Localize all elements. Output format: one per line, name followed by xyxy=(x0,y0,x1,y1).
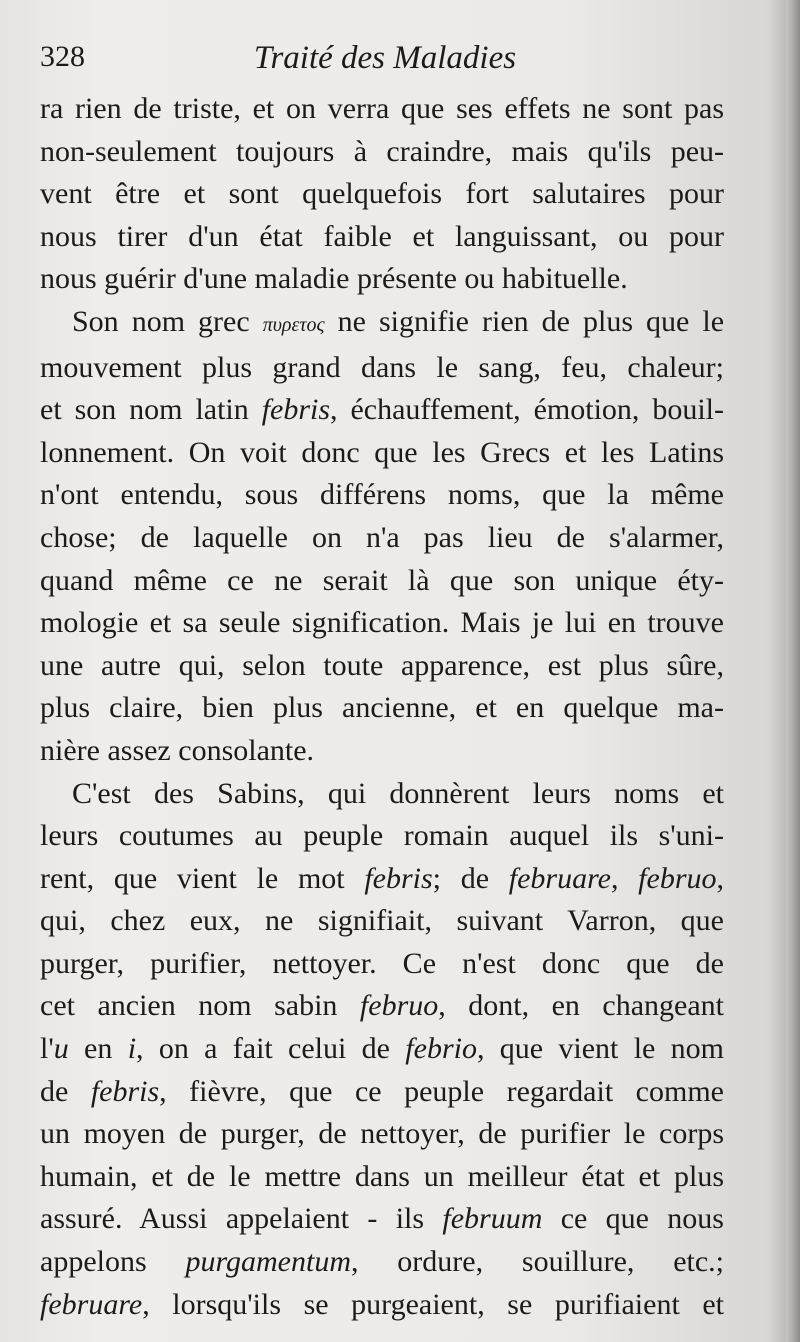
italic-word: i xyxy=(127,1032,137,1066)
text-segment: leurs coutumes au peuple romain auquel ils s'uni- xyxy=(40,819,724,853)
text-segment: Son nom grec xyxy=(72,304,263,338)
text-line xyxy=(40,1198,724,1241)
text-segment: purger, purifier, nettoyer. Ce n'est donc que de xyxy=(40,946,724,980)
text-line xyxy=(40,1071,724,1114)
text-segment: une autre qui, selon toute apparence, est plus sûre, xyxy=(40,648,724,682)
text-line xyxy=(40,517,724,560)
text-segment: cet ancien nom sabin xyxy=(40,989,360,1023)
text-line xyxy=(40,131,724,174)
text-segment: , lorsqu'ils se purgeaient, se purifiaient et xyxy=(142,1287,724,1321)
text-segment: nière assez consolante. xyxy=(40,733,315,767)
text-segment: rent, que vient le mot xyxy=(40,861,365,895)
text-segment: plus claire, bien plus ancienne, et en quelque ma- xyxy=(40,691,724,725)
text-line xyxy=(40,474,724,517)
page-header xyxy=(40,40,730,80)
text-segment: , que vient le nom xyxy=(476,1032,724,1066)
text-line xyxy=(40,173,724,216)
text-line xyxy=(40,1284,724,1327)
text-segment: assuré. Aussi appelaient - ils xyxy=(40,1202,443,1236)
greek-word: πυρετος xyxy=(262,313,325,336)
text-line xyxy=(40,347,724,390)
italic-word: febris xyxy=(90,1074,160,1108)
text-segment: , fièvre, que ce peuple regardait comme xyxy=(159,1074,724,1108)
text-segment: non-seulement toujours à craindre, mais qu'ils peu- xyxy=(40,134,724,168)
italic-word: februo xyxy=(638,861,717,895)
text-line xyxy=(40,985,724,1028)
text-line xyxy=(40,730,724,773)
text-line xyxy=(40,88,724,131)
italic-word: febris xyxy=(364,861,433,895)
text-line xyxy=(40,1156,724,1199)
text-line xyxy=(40,943,724,986)
text-segment: l' xyxy=(40,1032,54,1066)
running-title: Traité des Maladies xyxy=(253,40,517,76)
text-segment: et son nom latin xyxy=(40,393,262,427)
text-segment: vent être et sont quelquefois fort salutaires pour xyxy=(40,177,724,211)
text-segment: en xyxy=(68,1032,128,1066)
text-line xyxy=(40,602,724,645)
text-line xyxy=(40,900,724,943)
text-segment: mologie et sa seule signification. Mais je lui en trouve xyxy=(40,606,724,640)
text-segment: , dont, en changeant xyxy=(438,989,724,1023)
text-segment: , xyxy=(716,861,724,895)
text-segment: lonnement. On voit donc que les Grecs et les Latins xyxy=(40,435,724,469)
text-segment: quand même ce ne serait là que son unique éty- xyxy=(40,563,724,597)
italic-word: febrio xyxy=(405,1032,477,1066)
text-segment: , on a fait celui de xyxy=(136,1032,406,1066)
italic-word: u xyxy=(53,1032,69,1066)
italic-word: februare xyxy=(40,1287,143,1321)
text-line xyxy=(40,773,724,816)
text-segment: appelons xyxy=(40,1245,186,1279)
text-line xyxy=(40,432,724,475)
text-segment: un moyen de purger, de nettoyer, de purifier le corps xyxy=(40,1117,724,1151)
text-segment: qui, chez eux, ne signifiait, suivant Varron, que xyxy=(40,904,724,938)
text-segment: , échauffement, émotion, bouil- xyxy=(330,393,724,427)
text-segment: chose; de laquelle on n'a pas lieu de s'alarmer, xyxy=(40,520,724,554)
text-segment: ne signifie rien de plus que le xyxy=(324,304,725,338)
text-segment: C'est des Sabins, qui donnèrent leurs noms et xyxy=(72,776,724,810)
text-line xyxy=(40,1241,724,1284)
page-edge-shadow xyxy=(786,0,800,1342)
text-line xyxy=(40,258,724,301)
text-segment: mouvement plus grand dans le sang, feu, chaleur; xyxy=(40,350,724,384)
text-line xyxy=(40,1113,724,1156)
text-segment: ce que nous xyxy=(542,1202,724,1236)
text-segment: n'ont entendu, sous différens noms, que la même xyxy=(40,478,724,512)
text-line xyxy=(40,216,724,259)
text-line xyxy=(40,687,724,730)
italic-word: februare xyxy=(508,861,611,895)
text-segment: , ordure, souillure, etc.; xyxy=(351,1245,724,1279)
text-line xyxy=(40,858,724,901)
italic-word: februo xyxy=(359,989,439,1023)
text-line xyxy=(40,389,724,432)
text-segment: nous guérir d'une maladie présente ou habituelle. xyxy=(40,262,628,296)
text-segment: ra rien de triste, et on verra que ses effets ne sont pas xyxy=(40,92,724,125)
text-segment: humain, et de le mettre dans un meilleur état et plus xyxy=(40,1159,724,1193)
text-line xyxy=(40,815,724,858)
text-segment: , xyxy=(610,861,639,895)
text-segment: nous tirer d'un état faible et languissant, ou pour xyxy=(40,219,724,253)
text-line xyxy=(40,301,724,347)
body-text xyxy=(40,88,724,1326)
text-line xyxy=(40,1028,724,1071)
text-line xyxy=(40,645,724,688)
text-line xyxy=(40,560,724,603)
italic-word: febris xyxy=(261,393,331,427)
italic-word: februum xyxy=(442,1202,543,1236)
italic-word: purgamentum xyxy=(185,1245,351,1279)
text-segment: ; de xyxy=(432,861,509,895)
text-segment: de xyxy=(40,1074,91,1108)
page-number: 328 xyxy=(40,40,85,73)
